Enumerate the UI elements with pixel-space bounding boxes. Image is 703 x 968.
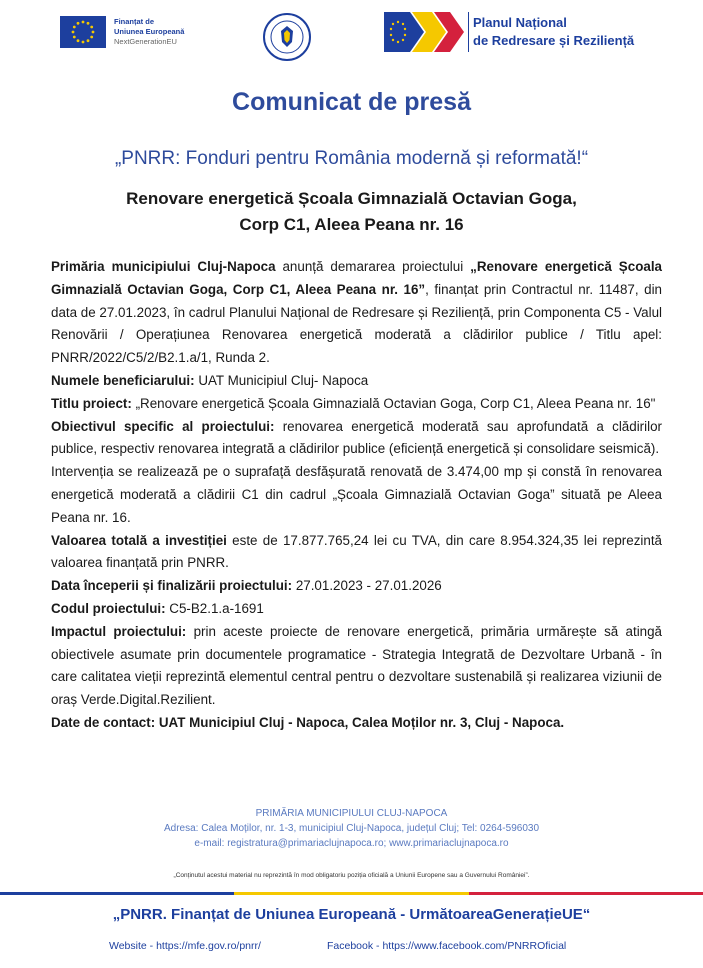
beneficiary-value: UAT Municipiul Cluj- Napoca xyxy=(194,372,369,388)
intro-text2: , finanțat prin Contractul nr. 11487, din data de 27.01.2023, în cadrul Planului Național de Redresare și Reziliență, prin Componenta C5 - Valul Renovării / Operațiunea Renovarea energetică moderată a clădirilor publice / Titlu apel: PNRR/2022/C5/2/B2.1.a/1, Runda 2. xyxy=(51,281,662,366)
footer-email: e-mail: registratura@primariaclujnapoca.ro; www.primariaclujnapoca.ro xyxy=(194,838,509,849)
eu-text-line1: Finanțat de xyxy=(114,17,155,26)
pnrr-arrows-icon xyxy=(384,12,464,52)
government-seal-icon xyxy=(262,12,312,62)
code-paragraph xyxy=(51,598,662,621)
page-title: Comunicat de presă xyxy=(232,88,471,116)
value-value: este de 17.877.765,24 lei cu TVA, din care 8.954.324,35 lei reprezintă valoarea finanțată prin PNRR. xyxy=(51,532,663,571)
pnrr-logo xyxy=(384,12,634,52)
project-title-paragraph xyxy=(51,393,662,416)
dates-paragraph xyxy=(51,575,662,598)
intro-bold-project: „Renovare energetică Școala Gimnazială Octavian Goga, Corp C1, Aleea Peana nr. 16” xyxy=(51,259,662,297)
intro-text1: anunță demararea proiectului xyxy=(275,259,471,274)
dates-value: 27.01.2023 - 27.01.2026 xyxy=(292,578,442,594)
eu-funding-logo xyxy=(60,16,184,48)
contact-paragraph xyxy=(51,712,662,735)
objective-paragraph xyxy=(51,416,662,462)
project-heading-line1: Renovare energetică Școala Gimnazială Octavian Goga, xyxy=(126,189,577,208)
project-title-label: Titlu proiect: xyxy=(51,395,132,411)
intervention-paragraph: Intervenția se realizează pe o suprafață desfășurată renovată de 3.474,00 mp și constă în renovarea energetică moderată a clădirii C1 din cadrul „Școala Gimnazială Octavian Goga” situată pe Aleea Peana nr. 16. xyxy=(51,464,662,525)
objective-value: renovarea energetică moderată sau aprofundată a clădirilor publice, respectiv renovarea integrată a clădirilor publice (eficiență energetică și consolidare seismică). xyxy=(51,418,662,457)
footer-org-name: PRIMĂRIA MUNICIPIULUI CLUJ-NAPOCA xyxy=(255,808,448,819)
disclaimer: „Conținutul acestui material nu reprezintă în mod obligatoriu poziția oficială a Uniunii Europene sau a Guvernului României”. xyxy=(173,872,530,879)
code-label: Codul proiectului: xyxy=(51,600,166,616)
project-title-value: „Renovare energetică Școala Gimnazială Octavian Goga, Corp C1, Aleea Peana nr. 16" xyxy=(131,395,656,411)
eu-flag-icon xyxy=(60,16,106,48)
dates-label: Data începerii și finalizării proiectului: xyxy=(51,578,293,594)
header xyxy=(0,10,703,70)
website-link[interactable]: Website - https://mfe.gov.ro/pnrr/ xyxy=(109,940,261,952)
intro-paragraph xyxy=(51,256,662,370)
objective-label: Obiectivul specific al proiectului: xyxy=(51,418,275,434)
beneficiary-paragraph xyxy=(51,370,662,393)
impact-value: prin aceste proiecte de renovare energetică, primăria urmărește să atingă obiectivele asumate prin documentele programatice - Strategia Integrată de Dezvoltare Urbană - în care calitatea vieții reprezintă elementul central pentru o dezvoltare sustenabilă și realizarea viziunii de oraș Verde.Digital.Rezilient. xyxy=(51,623,663,708)
pnrr-text-line1: Planul Național xyxy=(473,15,567,30)
project-heading xyxy=(0,186,703,238)
pnrr-text-line2: de Redresare și Reziliență xyxy=(473,33,635,48)
beneficiary-label: Numele beneficiarului: xyxy=(51,372,195,388)
value-label: Valoarea totală a investiției xyxy=(51,532,227,548)
eu-text-line2: Uniunea Europeană xyxy=(114,27,185,36)
footer-slogan: „PNRR. Finanțat de Uniunea Europeană - UrmătoareaGenerațieUE“ xyxy=(112,906,591,923)
tricolor-divider xyxy=(0,892,703,895)
eu-text-line3: NextGenerationEU xyxy=(114,37,177,46)
code-value: C5-B2.1.a-1691 xyxy=(165,600,264,616)
page-subtitle: „PNRR: Fonduri pentru România modernă și reformată!“ xyxy=(114,148,589,169)
impact-label: Impactul proiectului: xyxy=(51,623,187,639)
intro-bold-org: Primăria municipiului Cluj-Napoca xyxy=(51,259,276,274)
value-paragraph xyxy=(51,530,662,576)
press-release-body xyxy=(51,256,662,735)
contact-text: Date de contact: UAT Municipiul Cluj - Napoca, Calea Moților nr. 3, Cluj - Napoca. xyxy=(51,714,565,730)
facebook-link[interactable]: Facebook - https://www.facebook.com/PNRROficial xyxy=(327,940,567,952)
footer-organization xyxy=(0,806,703,851)
footer-address: Adresa: Calea Moților, nr. 1-3, municipiul Cluj-Napoca, județul Cluj; Tel: 0264-596030 xyxy=(163,823,540,834)
project-heading-line2: Corp C1, Aleea Peana nr. 16 xyxy=(239,215,464,234)
impact-paragraph xyxy=(51,621,662,712)
